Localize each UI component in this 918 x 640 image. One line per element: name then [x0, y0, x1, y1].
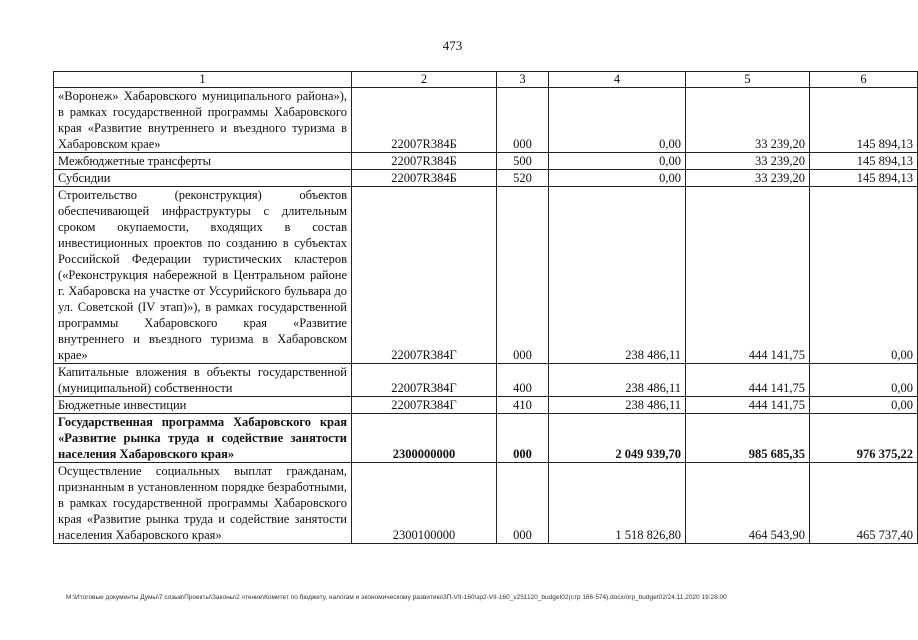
table-row — [54, 187, 918, 364]
table-row — [54, 463, 918, 544]
row-name-cell: Субсидии — [54, 170, 352, 187]
amount-col4-cell: 238 486,11 — [549, 364, 686, 397]
target-code-cell: 2300000000 — [352, 414, 497, 463]
column-header-4: 4 — [549, 72, 686, 88]
table-row — [54, 88, 918, 153]
amount-col6-cell: 145 894,13 — [810, 153, 918, 170]
expense-type-cell: 520 — [497, 170, 549, 187]
amount-col6-cell: 145 894,13 — [810, 170, 918, 187]
expense-type-cell: 000 — [497, 187, 549, 364]
amount-col5-cell: 33 239,20 — [686, 88, 810, 153]
amount-col4-cell: 238 486,11 — [549, 397, 686, 414]
amount-col4-cell: 0,00 — [549, 88, 686, 153]
amount-col5-cell: 464 543,90 — [686, 463, 810, 544]
amount-col5-cell: 444 141,75 — [686, 397, 810, 414]
amount-col4-cell: 0,00 — [549, 170, 686, 187]
budget-table — [53, 71, 918, 544]
table-row — [54, 170, 918, 187]
amount-col6-cell: 976 375,22 — [810, 414, 918, 463]
expense-type-cell: 500 — [497, 153, 549, 170]
column-header-5: 5 — [686, 72, 810, 88]
column-header-2: 2 — [352, 72, 497, 88]
amount-col5-cell: 33 239,20 — [686, 170, 810, 187]
table-row — [54, 414, 918, 463]
row-name-cell: Бюджетные инвестиции — [54, 397, 352, 414]
column-header-3: 3 — [497, 72, 549, 88]
amount-col6-cell: 465 737,40 — [810, 463, 918, 544]
target-code-cell: 22007R384Г — [352, 364, 497, 397]
target-code-cell: 22007R384Б — [352, 153, 497, 170]
expense-type-cell: 410 — [497, 397, 549, 414]
target-code-cell: 22007R384Б — [352, 88, 497, 153]
amount-col5-cell: 33 239,20 — [686, 153, 810, 170]
amount-col6-cell: 0,00 — [810, 364, 918, 397]
row-name-cell: Межбюджетные трансферты — [54, 153, 352, 170]
row-name-cell: Осуществление социальных выплат гражданам, признанным в установленном порядке безработными, в рамках государственной программы Хабаровского края «Развитие рынка труда и содействие занятости населения Хабаровского края» — [54, 463, 352, 544]
amount-col4-cell: 0,00 — [549, 153, 686, 170]
table-row — [54, 153, 918, 170]
row-name-cell: Строительство (реконструкция) объектов обеспечивающей инфраструктуры с длительным сроком окупаемости, входящих в состав инвестиционных проектов по созданию в субъектах Российской Федерации туристических кластеров («Реконструкция набережной в Центральном районе г. Хабаровска на участке от Уссурийского бульвара до ул. Советской (IV этап)»), в рамках государственной программы Хабаровского края «Развитие внутреннего и въездного туризма в Хабаровском крае» — [54, 187, 352, 364]
expense-type-cell: 400 — [497, 364, 549, 397]
amount-col4-cell: 238 486,11 — [549, 187, 686, 364]
amount-col5-cell: 985 685,35 — [686, 414, 810, 463]
amount-col6-cell: 0,00 — [810, 397, 918, 414]
amount-col6-cell: 0,00 — [810, 187, 918, 364]
target-code-cell: 22007R384Б — [352, 170, 497, 187]
amount-col5-cell: 444 141,75 — [686, 187, 810, 364]
amount-col6-cell: 145 894,13 — [810, 88, 918, 153]
table-row — [54, 364, 918, 397]
target-code-cell: 22007R384Г — [352, 187, 497, 364]
table-header-row — [54, 72, 918, 88]
page-number: 473 — [442, 38, 463, 53]
target-code-cell: 22007R384Г — [352, 397, 497, 414]
expense-type-cell: 000 — [497, 414, 549, 463]
amount-col5-cell: 444 141,75 — [686, 364, 810, 397]
table-row — [54, 397, 918, 414]
expense-type-cell: 000 — [497, 88, 549, 153]
column-header-1: 1 — [54, 72, 352, 88]
row-name-cell: Государственная программа Хабаровского края «Развитие рынка труда и содействие занятости населения Хабаровского края» — [54, 414, 352, 463]
document-path-footer: M:\Итоговые документы Думы\7 созыв\Проекты\Законы\2 чтение\Комитет по бюджету, налогам и экономическому развитию\3П-VII-160\зр2-VII-160_v251120_budget02(стр 166-574).docx/orp_budget02/24.11.2020 19:28:00 — [66, 594, 727, 601]
amount-col4-cell: 2 049 939,70 — [549, 414, 686, 463]
row-name-cell: Капитальные вложения в объекты государственной (муниципальной) собственности — [54, 364, 352, 397]
amount-col4-cell: 1 518 826,80 — [549, 463, 686, 544]
row-name-cell: «Воронеж» Хабаровского муниципального района»), в рамках государственной программы Хабаровского края «Развитие внутреннего и въездного туризма в Хабаровском крае» — [54, 88, 352, 153]
expense-type-cell: 000 — [497, 463, 549, 544]
column-header-6: 6 — [810, 72, 918, 88]
target-code-cell: 2300100000 — [352, 463, 497, 544]
